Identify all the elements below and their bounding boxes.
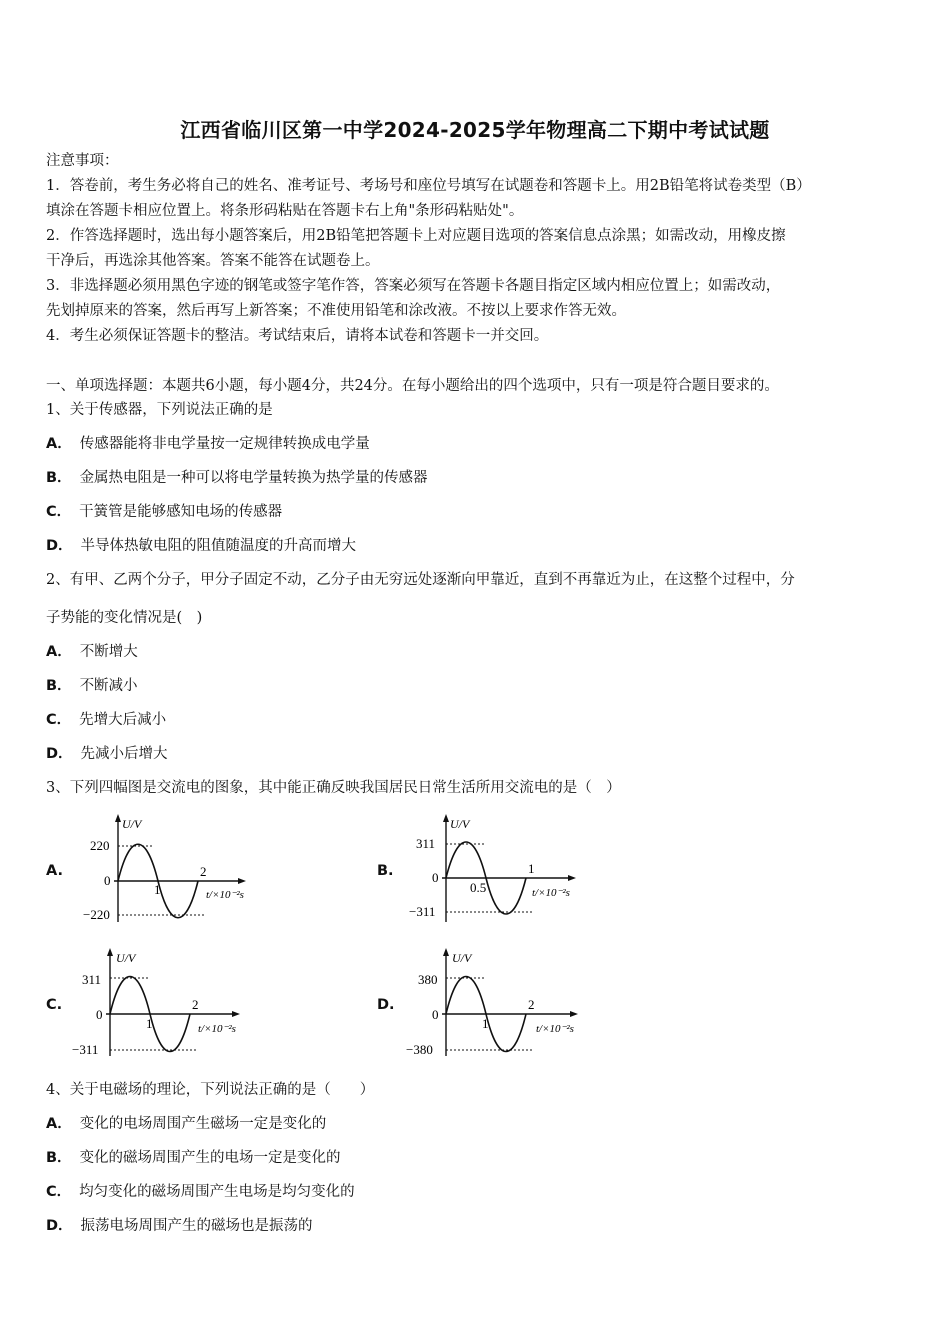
option-letter: A． [46, 644, 72, 660]
notice-line: 2．作答选择题时，选出每小题答案后，用2B铅笔把答题卡上对应题目选项的答案信息点涂黑；如需改动，用橡皮擦 [46, 228, 786, 244]
trough-label: −311 [409, 904, 436, 919]
trough-label: −380 [406, 1042, 433, 1057]
option-text: 金属热电阻是一种可以将电学量转换为热学量的传感器 [79, 470, 428, 486]
option-letter: B． [46, 678, 72, 694]
peak-label: 311 [82, 972, 102, 987]
y-axis-arrow [443, 814, 449, 822]
peak-label: 380 [418, 972, 438, 987]
option-text: 传感器能将非电学量按一定规律转换成电学量 [79, 436, 370, 452]
x-axis-arrow [568, 875, 576, 881]
period-label: 1 [528, 861, 535, 876]
peak-label: 311 [416, 836, 436, 851]
origin-label: 0 [432, 1007, 439, 1022]
question-4-option-a [46, 1114, 326, 1134]
notice-line: 先划掉原来的答案，然后再写上新答案；不准使用铅笔和涂改液。不按以上要求作答无效。 [46, 303, 626, 319]
question-2-option-c [46, 710, 166, 730]
option-text: 变化的电场周围产生磁场一定是变化的 [79, 1116, 327, 1132]
graph-a [74, 810, 274, 930]
x-axis-label: t/×10⁻²s [206, 889, 244, 901]
y-axis-label: U/V [122, 817, 142, 831]
notice-heading: 注意事项： [46, 153, 119, 169]
y-axis-arrow [115, 814, 121, 822]
question-2-stem-cont: 子势能的变化情况是( ) [46, 610, 203, 626]
x-axis-label: t/×10⁻²s [532, 887, 570, 899]
option-text: 变化的磁场周围产生的电场一定是变化的 [79, 1150, 341, 1166]
option-text: 干簧管是能够感知电场的传感器 [79, 504, 283, 520]
graph-c-label: C. [46, 997, 63, 1013]
x-axis-arrow [232, 1011, 240, 1017]
question-2-stem: 2、有甲、乙两个分子，甲分子固定不动，乙分子由无穷远处逐渐向甲靠近，直到不再靠近为止，在这整个过程中，分 [46, 572, 795, 588]
half-period-label: 1 [146, 1016, 153, 1031]
option-letter: C． [46, 1184, 72, 1200]
question-4-option-b [46, 1148, 341, 1168]
question-2-option-a [46, 642, 138, 662]
x-axis-arrow [570, 1011, 578, 1017]
option-letter: A． [46, 1116, 72, 1132]
graph-d [404, 944, 604, 1064]
peak-label: 220 [90, 838, 110, 853]
x-axis-label: t/×10⁻²s [536, 1023, 574, 1035]
option-text: 不断增大 [79, 644, 138, 660]
graph-b [404, 810, 604, 930]
page-title: 江西省临川区第一中学2024-2025学年物理高二下期中考试试题 [180, 118, 770, 142]
period-label: 2 [528, 997, 535, 1012]
section-heading: 一、单项选择题：本题共6小题，每小题4分，共24分。在每小题给出的四个选项中，只有一项是符合题目要求的。 [46, 378, 779, 394]
question-4-stem: 4、关于电磁场的理论，下列说法正确的是（ ） [46, 1082, 375, 1098]
notice-line: 填涂在答题卡相应位置上。将条形码粘贴在答题卡右上角"条形码粘贴处"。 [46, 203, 524, 219]
y-axis-arrow [443, 948, 449, 956]
period-label: 2 [192, 997, 199, 1012]
origin-label: 0 [96, 1007, 103, 1022]
option-letter: A． [46, 436, 72, 452]
graph-a-label: A. [46, 863, 63, 879]
graph-d-label: D. [377, 997, 395, 1013]
graph-b-label: B. [377, 863, 394, 879]
option-text: 先减小后增大 [80, 746, 168, 762]
half-period-label: 1 [482, 1016, 489, 1031]
notice-line: 干净后，再选涂其他答案。答案不能答在试题卷上。 [46, 253, 380, 269]
x-axis-label: t/×10⁻²s [198, 1023, 236, 1035]
origin-label: 0 [104, 873, 111, 888]
half-period-label: 1 [154, 882, 161, 897]
option-text: 半导体热敏电阻的阻值随温度的升高而增大 [80, 538, 357, 554]
origin-label: 0 [432, 870, 439, 885]
option-letter: D． [46, 1218, 73, 1234]
question-4-option-d [46, 1216, 313, 1236]
option-letter: D． [46, 746, 73, 762]
notice-line: 1．答卷前，考生务必将自己的姓名、准考证号、考场号和座位号填写在试题卷和答题卡上。用2B铅笔将试卷类型（B） [46, 178, 811, 194]
question-1-option-d [46, 536, 356, 556]
graph-c [72, 944, 272, 1064]
option-letter: C． [46, 712, 72, 728]
option-letter: D． [46, 538, 73, 554]
question-2-option-d [46, 744, 168, 764]
notice-line: 4．考生必须保证答题卡的整洁。考试结束后，请将本试卷和答题卡一并交回。 [46, 328, 549, 344]
question-2-option-b [46, 676, 138, 696]
trough-label: −220 [83, 907, 110, 922]
question-1-option-a [46, 434, 370, 454]
option-text: 不断减小 [79, 678, 138, 694]
question-3-stem: 3、下列四幅图是交流电的图象，其中能正确反映我国居民日常生活所用交流电的是（ ） [46, 780, 621, 796]
x-axis-arrow [238, 878, 246, 884]
option-text: 先增大后减小 [79, 712, 167, 728]
question-1-option-c [46, 502, 282, 522]
question-4-option-c [46, 1182, 355, 1202]
notice-line: 3．非选择题必须用黑色字迹的钢笔或签字笔作答，答案必须写在答题卡各题目指定区域内相应位置上；如需改动， [46, 278, 781, 294]
question-1-stem: 1、关于传感器，下列说法正确的是 [46, 402, 273, 418]
option-text: 振荡电场周围产生的磁场也是振荡的 [80, 1218, 313, 1234]
y-axis-arrow [107, 948, 113, 956]
y-axis-label: U/V [452, 951, 472, 965]
option-letter: C． [46, 504, 72, 520]
trough-label: −311 [72, 1042, 99, 1057]
period-label: 2 [200, 864, 207, 879]
half-period-label: 0.5 [470, 880, 487, 895]
y-axis-label: U/V [116, 951, 136, 965]
question-1-option-b [46, 468, 428, 488]
option-letter: B． [46, 470, 72, 486]
option-letter: B． [46, 1150, 72, 1166]
option-text: 均匀变化的磁场周围产生电场是均匀变化的 [79, 1184, 355, 1200]
y-axis-label: U/V [450, 817, 470, 831]
